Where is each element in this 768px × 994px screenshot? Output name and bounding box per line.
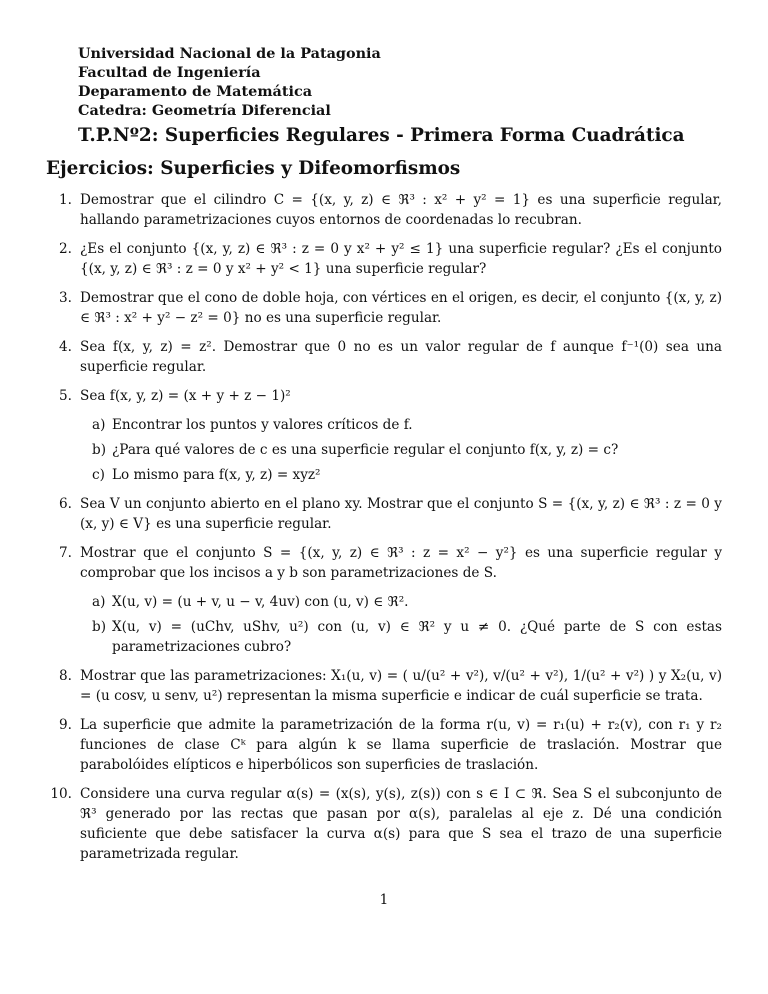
exercise-text: La superficie que admite la parametrización de la forma r(u, v) = r₁(u) + r₂(v), con r₁ y r₂ funciones de clase Cᵏ para algún k se llama superficie de traslación. Mostrar que parabolóides elípticos e hiperbólicos son superficies de traslación.	[80, 717, 722, 773]
exercise-item	[46, 784, 722, 864]
subitem-label: a)	[92, 417, 106, 433]
exercise-item	[46, 543, 722, 657]
exercise-list	[46, 190, 722, 873]
exercise-item	[46, 715, 722, 775]
exercise-text: Sea f(x, y, z) = z². Demostrar que 0 no es un valor regular de f aunque f⁻¹(0) sea una superficie regular.	[80, 339, 722, 375]
department-name: Deparamento de Matemática	[78, 83, 313, 100]
exercise-item	[46, 386, 722, 485]
exercise-number: 3.	[59, 290, 72, 306]
subitem	[80, 617, 722, 657]
exercise-text: Demostrar que el cilindro C = {(x, y, z) ∈ ℜ³ : x² + y² = 1} es una superficie regular, hallando parametrizaciones cuyos entornos de coordenadas lo recubran.	[80, 192, 722, 228]
document-header	[78, 44, 718, 146]
exercise-text: Mostrar que las parametrizaciones: X₁(u, v) = ( u/(u² + v²), v/(u² + v²), 1/(u² + v²) ) y X₂(u, v) = (u cosv, u senv, u²) representan la misma superficie e indicar de cuál superficie se trata.	[80, 668, 722, 704]
exercise-number: 7.	[59, 545, 72, 561]
subitem-text: Lo mismo para f(x, y, z) = xyz²	[112, 467, 321, 483]
subitem-text: Encontrar los puntos y valores críticos de f.	[112, 417, 413, 433]
university-name: Universidad Nacional de la Patagonia	[78, 45, 381, 62]
subitem	[80, 465, 722, 485]
exercise-text: Considere una curva regular α(s) = (x(s), y(s), z(s)) con s ∈ I ⊂ ℜ. Sea S el subconjunto de ℜ³ generado por las rectas que pasan por α(s), paralelas al eje z. Dé una condición suficiente que debe satisfacer la curva α(s) para que S sea el trazo de una superficie parametrizada regular.	[80, 786, 722, 862]
page-number: 1	[379, 892, 389, 908]
subitem	[80, 415, 722, 435]
exercise-item	[46, 666, 722, 706]
exercise-number: 5.	[59, 388, 72, 404]
subitem	[80, 592, 722, 612]
tp-title: T.P.Nº2: Superficies Regulares - Primera Forma Cuadrática	[78, 125, 685, 146]
exercise-number: 1.	[59, 192, 72, 208]
faculty-name: Facultad de Ingeniería	[78, 64, 261, 81]
exercise-number: 6.	[59, 496, 72, 512]
exercise-number: 4.	[59, 339, 72, 355]
exercise-item	[46, 288, 722, 328]
subitem-text: X(u, v) = (uChv, uShv, u²) con (u, v) ∈ ℜ² y u ≠ 0. ¿Qué parte de S con estas parametrizaciones cubro?	[112, 619, 722, 655]
exercise-number: 9.	[59, 717, 72, 733]
course-name: Catedra: Geometría Diferencial	[78, 102, 331, 119]
exercise-text: ¿Es el conjunto {(x, y, z) ∈ ℜ³ : z = 0 y x² + y² ≤ 1} una superficie regular? ¿Es el conjunto {(x, y, z) ∈ ℜ³ : z = 0 y x² + y² < 1} una superficie regular?	[80, 241, 722, 277]
exercise-number: 2.	[59, 241, 72, 257]
exercise-text: Sea V un conjunto abierto en el plano xy. Mostrar que el conjunto S = {(x, y, z) ∈ ℜ³ : z = 0 y (x, y) ∈ V} es una superficie regular.	[80, 496, 722, 532]
subitem-text: ¿Para qué valores de c es una superficie regular el conjunto f(x, y, z) = c?	[112, 442, 619, 458]
exercise-text: Sea f(x, y, z) = (x + y + z − 1)²	[80, 388, 291, 404]
subitem-label: b)	[92, 442, 107, 458]
subitem-list	[80, 592, 722, 657]
exercise-text: Mostrar que el conjunto S = {(x, y, z) ∈ ℜ³ : z = x² − y²} es una superficie regular y comprobar que los incisos a y b son parametrizaciones de S.	[80, 545, 722, 581]
subitem-list	[80, 415, 722, 485]
exercise-number: 10.	[50, 786, 72, 802]
exercise-item	[46, 494, 722, 534]
subitem-label: c)	[92, 467, 105, 483]
subitem-text: X(u, v) = (u + v, u − v, 4uv) con (u, v) ∈ ℜ².	[112, 594, 409, 610]
exercise-item	[46, 337, 722, 377]
exercise-text: Demostrar que el cono de doble hoja, con vértices en el origen, es decir, el conjunto {(x, y, z) ∈ ℜ³ : x² + y² − z² = 0} no es una superficie regular.	[80, 290, 722, 326]
exercise-item	[46, 239, 722, 279]
subitem-label: a)	[92, 594, 106, 610]
exercise-item	[46, 190, 722, 230]
exercise-number: 8.	[59, 668, 72, 684]
section-title: Ejercicios: Superficies y Difeomorfismos	[46, 158, 461, 179]
subitem	[80, 440, 722, 460]
subitem-label: b)	[92, 619, 107, 635]
